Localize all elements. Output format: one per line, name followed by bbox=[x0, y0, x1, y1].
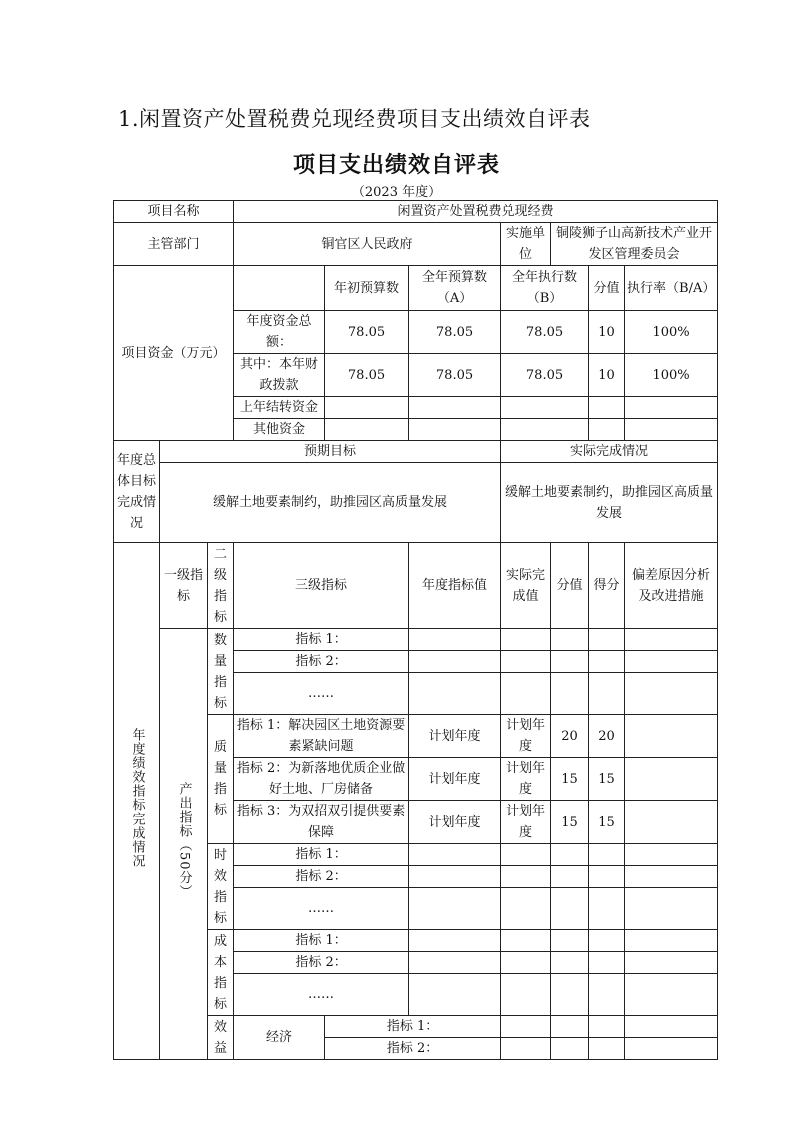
indicator-annual bbox=[409, 930, 501, 952]
indicator-score-value: 15 bbox=[551, 758, 589, 801]
indicator-score bbox=[589, 844, 625, 866]
indicator-actual bbox=[551, 1016, 589, 1038]
indicator-score bbox=[625, 1038, 718, 1060]
indicator-deviation bbox=[625, 930, 718, 952]
indicator-score-value bbox=[551, 866, 589, 888]
indicator-score bbox=[589, 974, 625, 1016]
goals-content-row bbox=[114, 463, 718, 543]
indicator-name: 指标 1： bbox=[325, 1016, 501, 1038]
funds-score-value: 10 bbox=[589, 354, 625, 397]
score-value-header: 分值 bbox=[551, 543, 589, 629]
indicator-score bbox=[589, 930, 625, 952]
indicator-actual bbox=[501, 629, 551, 651]
level3-header: 三级指标 bbox=[234, 543, 409, 629]
funds-header-rate: 执行率（B/A） bbox=[625, 266, 718, 311]
funds-rate: 100% bbox=[625, 311, 718, 354]
indicator-actual bbox=[501, 673, 551, 715]
indicator-score-value bbox=[589, 1038, 625, 1060]
economic-label: 经济 bbox=[234, 1016, 325, 1060]
goals-actual-text: 缓解土地要素制约，助推园区高质量发展 bbox=[501, 463, 718, 543]
indicator-name: 指标 1： bbox=[234, 844, 409, 866]
benefit-label: 效益 bbox=[208, 1016, 234, 1060]
indicator-actual bbox=[551, 1038, 589, 1060]
indicator-score: 15 bbox=[589, 758, 625, 801]
quantity-label: 数量指标 bbox=[208, 629, 234, 715]
indicator-score-value bbox=[551, 673, 589, 715]
table-title: 项目支出绩效自评表 bbox=[292, 152, 500, 178]
annual-value-header: 年度指标值 bbox=[409, 543, 501, 629]
goals-header-row bbox=[114, 441, 718, 463]
funds-initial: 78.05 bbox=[325, 354, 409, 397]
indicator-annual bbox=[409, 952, 501, 974]
indicator-deviation bbox=[625, 801, 718, 844]
indicator-section-text: 年度绩效指标完成情况 bbox=[129, 727, 145, 868]
implementer-value: 铜陵狮子山高新技术产业开发区管理委员会 bbox=[551, 223, 718, 266]
implementer-label: 实施单位 bbox=[501, 223, 551, 266]
funds-annual: 78.05 bbox=[409, 311, 501, 354]
indicator-annual bbox=[409, 888, 501, 930]
level1-header: 一级指标 bbox=[160, 543, 208, 629]
output-label bbox=[160, 629, 208, 1060]
project-name-label: 项目名称 bbox=[114, 201, 234, 223]
cost-label: 成本指标 bbox=[208, 930, 234, 1016]
indicator-annual: 计划年度 bbox=[409, 801, 501, 844]
indicator-score: 20 bbox=[589, 715, 625, 758]
indicator-name: …… bbox=[234, 974, 409, 1016]
output-label-text: 产出指标（50分） bbox=[176, 782, 192, 899]
indicator-score-value bbox=[551, 629, 589, 651]
indicator-deviation bbox=[625, 629, 718, 651]
funds-annual: 78.05 bbox=[409, 354, 501, 397]
indicator-actual: 计划年度 bbox=[501, 758, 551, 801]
indicator-name: 指标 2： bbox=[234, 952, 409, 974]
funds-rate: 100% bbox=[625, 354, 718, 397]
indicator-actual bbox=[501, 974, 551, 1016]
indicator-section-label bbox=[114, 543, 160, 1060]
indicator-annual bbox=[409, 673, 501, 715]
indicator-score bbox=[625, 1016, 718, 1038]
funds-annual bbox=[409, 397, 501, 419]
indicator-score-value bbox=[551, 844, 589, 866]
indicator-annual bbox=[409, 629, 501, 651]
indicator-name: …… bbox=[234, 673, 409, 715]
year-label: （2023 年度） bbox=[351, 185, 442, 200]
project-name-value: 闲置资产处置税费兑现经费 bbox=[234, 201, 718, 223]
indicator-score bbox=[589, 629, 625, 651]
indicator-name: 指标 2： bbox=[325, 1038, 501, 1060]
indicator-score bbox=[589, 673, 625, 715]
indicator-header-row bbox=[114, 543, 718, 629]
funds-header-annual: 全年预算数（A） bbox=[409, 266, 501, 311]
indicator-actual bbox=[501, 952, 551, 974]
indicator-annual bbox=[409, 866, 501, 888]
funds-header-initial: 年初预算数 bbox=[325, 266, 409, 311]
funds-row-label: 其他资金 bbox=[234, 419, 325, 441]
indicator-annual bbox=[409, 974, 501, 1016]
indicator-score bbox=[589, 651, 625, 673]
indicator-annual: 计划年度 bbox=[409, 715, 501, 758]
indicator-name: 指标 2： bbox=[234, 866, 409, 888]
indicator-deviation bbox=[625, 866, 718, 888]
indicator-deviation bbox=[625, 844, 718, 866]
funds-executed bbox=[501, 397, 589, 419]
indicator-actual bbox=[501, 930, 551, 952]
funds-annual bbox=[409, 419, 501, 441]
deviation-header: 偏差原因分析及改进措施 bbox=[625, 543, 718, 629]
funds-initial: 78.05 bbox=[325, 311, 409, 354]
indicator-actual bbox=[501, 888, 551, 930]
funds-header-blank bbox=[234, 266, 325, 311]
indicator-annual bbox=[501, 1016, 551, 1038]
department-row bbox=[114, 223, 718, 266]
funds-score-value bbox=[589, 419, 625, 441]
indicator-annual bbox=[409, 844, 501, 866]
funds-executed: 78.05 bbox=[501, 311, 589, 354]
indicator-deviation bbox=[625, 758, 718, 801]
indicator-name: 指标 1： bbox=[234, 629, 409, 651]
score-header: 得分 bbox=[589, 543, 625, 629]
funds-row-label: 其中：本年财政拨款 bbox=[234, 354, 325, 397]
goals-label: 年度总体目标完成情况 bbox=[114, 441, 160, 543]
funds-rate bbox=[625, 397, 718, 419]
indicator-score-value bbox=[551, 888, 589, 930]
funds-rate bbox=[625, 419, 718, 441]
indicator-score bbox=[589, 866, 625, 888]
indicator-name: 指标 2：为新落地优质企业做好土地、厂房储备 bbox=[234, 758, 409, 801]
indicator-actual: 计划年度 bbox=[501, 801, 551, 844]
indicator-deviation bbox=[625, 888, 718, 930]
indicator-annual bbox=[409, 651, 501, 673]
indicator-name: 指标 2： bbox=[234, 651, 409, 673]
indicator-name: …… bbox=[234, 888, 409, 930]
goals-expected-text: 缓解土地要素制约，助推园区高质量发展 bbox=[160, 463, 501, 543]
indicator-score bbox=[589, 888, 625, 930]
indicator-score-value: 20 bbox=[551, 715, 589, 758]
funds-score-value bbox=[589, 397, 625, 419]
indicator-actual bbox=[501, 866, 551, 888]
funds-executed: 78.05 bbox=[501, 354, 589, 397]
indicator-actual: 计划年度 bbox=[501, 715, 551, 758]
indicator-score-value bbox=[551, 952, 589, 974]
goals-expected-label: 预期目标 bbox=[160, 441, 501, 463]
funds-score-value: 10 bbox=[589, 311, 625, 354]
indicator-score-value bbox=[589, 1016, 625, 1038]
document-heading: 1.闲置资产处置税费兑现经费项目支出绩效自评表 bbox=[118, 107, 591, 131]
funds-initial bbox=[325, 397, 409, 419]
indicator-name: 指标 1： bbox=[234, 930, 409, 952]
goals-actual-label: 实际完成情况 bbox=[501, 441, 718, 463]
funds-executed bbox=[501, 419, 589, 441]
indicator-annual: 计划年度 bbox=[409, 758, 501, 801]
indicator-deviation bbox=[625, 651, 718, 673]
indicator-score bbox=[589, 952, 625, 974]
funds-row-label: 上年结转资金 bbox=[234, 397, 325, 419]
funds-header-executed: 全年执行数（B） bbox=[501, 266, 589, 311]
funds-label: 项目资金（万元） bbox=[114, 266, 234, 441]
indicator-deviation bbox=[625, 715, 718, 758]
indicator-score-value bbox=[551, 651, 589, 673]
indicator-score-value bbox=[551, 930, 589, 952]
indicator-deviation bbox=[625, 974, 718, 1016]
indicator-name: 指标 1：解决园区土地资源要素紧缺问题 bbox=[234, 715, 409, 758]
indicator-score-value bbox=[551, 974, 589, 1016]
indicator-annual bbox=[501, 1038, 551, 1060]
funds-header-row bbox=[114, 266, 718, 311]
indicator-row bbox=[114, 629, 718, 651]
project-name-row bbox=[114, 201, 718, 223]
actual-value-header: 实际完成值 bbox=[501, 543, 551, 629]
timeliness-label: 时效指标 bbox=[208, 844, 234, 930]
level2-header: 二级指标 bbox=[208, 543, 234, 629]
quality-label: 质量指标 bbox=[208, 715, 234, 844]
funds-initial bbox=[325, 419, 409, 441]
indicator-name: 指标 3：为双招双引提供要素保障 bbox=[234, 801, 409, 844]
indicator-actual bbox=[501, 651, 551, 673]
evaluation-table bbox=[113, 200, 718, 1060]
indicator-deviation bbox=[625, 673, 718, 715]
funds-row-label: 年度资金总额： bbox=[234, 311, 325, 354]
funds-header-score-value: 分值 bbox=[589, 266, 625, 311]
department-value: 铜官区人民政府 bbox=[234, 223, 501, 266]
indicator-actual bbox=[501, 844, 551, 866]
department-label: 主管部门 bbox=[114, 223, 234, 266]
indicator-score-value: 15 bbox=[551, 801, 589, 844]
indicator-deviation bbox=[625, 952, 718, 974]
indicator-score: 15 bbox=[589, 801, 625, 844]
